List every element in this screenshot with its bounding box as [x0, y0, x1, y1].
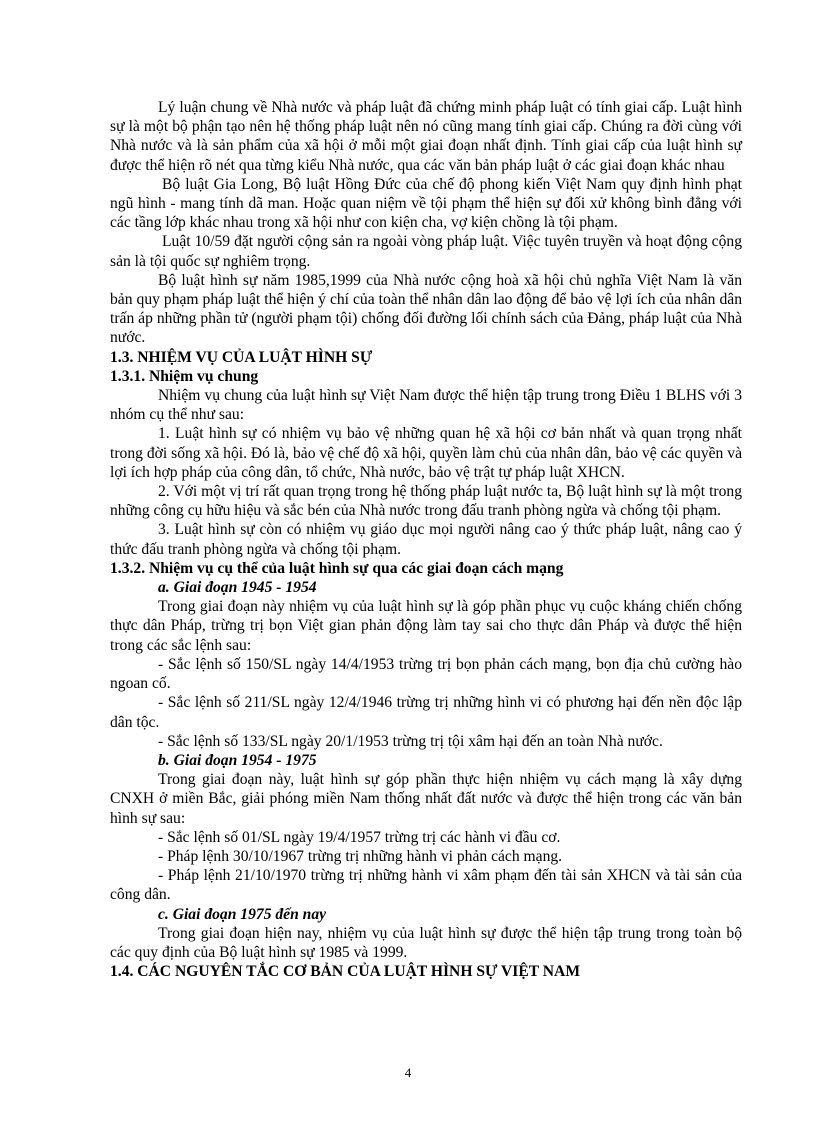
- document-page: [110, 98, 742, 981]
- paragraph: Luật 10/59 đặt người cộng sản ra ngoài vòng pháp luật. Việc tuyên truyền và hoạt động cộng sản là tội quốc sự nghiêm trọng.: [110, 233, 742, 270]
- period-heading: b. Giai đoạn 1954 - 1975: [158, 751, 317, 769]
- page-number: 4: [404, 1065, 412, 1080]
- list-item: - Sắc lệnh số 150/SL ngày 14/4/1953 trừng trị bọn phản cách mạng, bọn địa chủ cường hào ngoan cố.: [110, 655, 742, 693]
- paragraph: Nhiệm vụ chung của luật hình sự Việt Nam được thể hiện tập trung trong Điều 1 BLHS với 3 nhóm cụ thể như sau:: [110, 387, 742, 424]
- period-heading: a. Giai đoạn 1945 - 1954: [158, 579, 317, 597]
- list-item: - Sắc lệnh số 133/SL ngày 20/1/1953 trừng trị tội xâm hại đến an toàn Nhà nước.: [158, 732, 663, 750]
- list-item: 2. Với một vị trí rất quan trọng trong hệ thống pháp luật nước ta, Bộ luật hình sự là một trong những công cụ hữu hiệu và sắc bén của Nhà nước trong đấu tranh phòng ngừa và chống tội phạm.: [110, 483, 742, 520]
- subsection-heading: 1.3.1. Nhiệm vụ chung: [110, 367, 259, 385]
- paragraph: Trong giai đoạn này, luật hình sự góp phần thực hiện nhiệm vụ cách mạng là xây dựng CNXH ở miền Bắc, giải phóng miền Nam thống nhất đất nước và được thể hiện trong các văn bản hình sự sau:: [110, 771, 742, 827]
- list-item: - Sắc lệnh số 211/SL ngày 12/4/1946 trừng trị những hình vi có phương hại đến nền độc lập dân tộc.: [110, 694, 742, 731]
- paragraph: Bộ luật Gia Long, Bộ luật Hồng Đức của chế độ phong kiến Việt Nam quy định hình phạt ngũ hình - mang tính dã man. Hoặc quan niệm về tội phạm thể hiện sự đối xử không bình đẳng với các tầng lớp khác nhau trong xã hội như con kiện cha, vợ kiện chồng là tội phạm.: [110, 175, 742, 232]
- subsection-heading: 1.3.2. Nhiệm vụ cụ thể của luật hình sự qua các giai đoạn cách mạng: [110, 559, 564, 577]
- list-item: - Pháp lệnh 21/10/1970 trừng trị những hành vi xâm phạm đến tài sản XHCN và tài sản của công dân.: [110, 867, 742, 904]
- paragraph: Lý luận chung về Nhà nước và pháp luật đã chứng minh pháp luật có tính giai cấp. Luật hình sự là một bộ phận tạo nên hệ thống pháp luật nên nó cũng mang tính giai cấp. Chúng ra đời cùng với Nhà nước và là sản phẩm của xã hội ở mỗi một giai đoạn nhất định. Tính giai cấp của luật hình sự được thể hiện rõ nét qua từng kiểu Nhà nước, qua các văn bản pháp luật ở các giai đoạn khác nhau: [110, 99, 742, 174]
- section-heading: 1.3. NHIỆM VỤ CỦA LUẬT HÌNH SỰ: [110, 348, 373, 366]
- list-item: 3. Luật hình sự còn có nhiệm vụ giáo dục mọi người nâng cao ý thức pháp luật, nâng cao ý thức đấu tranh phòng ngừa và chống tội phạm.: [110, 521, 742, 558]
- paragraph: Trong giai đoạn hiện nay, nhiệm vụ của luật hình sự được thể hiện tập trung trong toàn bộ các quy định của Bộ luật hình sự 1985 và 1999.: [110, 924, 742, 961]
- section-heading: 1.4. CÁC NGUYÊN TẮC CƠ BẢN CỦA LUẬT HÌNH SỰ VIỆT NAM: [110, 963, 581, 981]
- paragraph: Bộ luật hình sự năm 1985,1999 của Nhà nước cộng hoà xã hội chủ nghĩa Việt Nam là văn bản quy phạm pháp luật thể hiện ý chí của toàn thể nhân dân lao động để bảo vệ lợi ích của nhân dân trấn áp những phần tử (người phạm tội) chống đối đường lối chính sách của Đảng, pháp luật của Nhà nước.: [110, 271, 742, 347]
- paragraph: Trong giai đoạn này nhiệm vụ của luật hình sự là góp phần phục vụ cuộc kháng chiến chống thực dân Pháp, trừng trị bọn Việt gian phản động làm tay sai cho thực dân Pháp và được thể hiện trong các sắc lệnh sau:: [110, 598, 742, 654]
- list-item: - Sắc lệnh số 01/SL ngày 19/4/1957 trừng trị các hành vi đầu cơ.: [158, 828, 561, 846]
- period-heading: c. Giai đoạn 1975 đến nay: [158, 905, 327, 923]
- list-item: 1. Luật hình sự có nhiệm vụ bảo vệ những quan hệ xã hội cơ bản nhất và quan trọng nhất trong đời sống xã hội. Đó là, bảo vệ chế độ xã hội, quyền làm chủ của nhân dân, bảo vệ các quyền và lợi ích hợp pháp của công dân, tổ chức, Nhà nước, bảo vệ trật tự pháp luật XHCN.: [110, 425, 742, 481]
- list-item: - Pháp lệnh 30/10/1967 trừng trị những hành vi phản cách mạng.: [158, 847, 563, 865]
